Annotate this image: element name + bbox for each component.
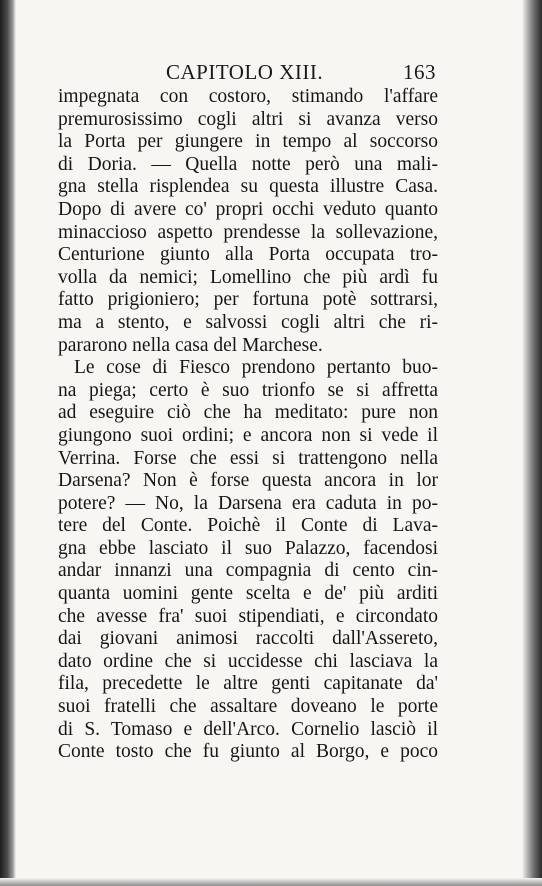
text-line: gna stella risplendea su questa illustre Casa. bbox=[58, 176, 438, 198]
text-line: impegnata con costoro, stimando l'affare bbox=[58, 86, 438, 107]
chapter-title: CAPITOLO XIII. bbox=[166, 60, 324, 84]
text-line: dato ordine che si uccidesse chi lasciava la bbox=[58, 650, 438, 672]
text-line: minaccioso aspetto prendesse la sollevazione, bbox=[58, 221, 438, 243]
text-line: che avesse fra' suoi stipendiati, e circondato bbox=[58, 605, 438, 627]
body-text bbox=[58, 86, 438, 764]
text-line: fatto prigioniero; per fortuna potè sottrarsi, bbox=[58, 289, 438, 311]
text-line: potere? — No, la Darsena era caduta in po- bbox=[58, 492, 438, 514]
text-line: di S. Tomaso e dell'Arco. Cornelio lasciò il bbox=[58, 718, 438, 740]
text-line: di Doria. — Quella notte però una mali- bbox=[58, 153, 438, 175]
running-header bbox=[60, 60, 436, 86]
text-line: tere del Conte. Poichè il Conte di Lava- bbox=[58, 515, 438, 537]
text-line: giungono suoi ordini; e ancora non si vede il bbox=[58, 424, 438, 446]
text-line: pararono nella casa del Marchese. bbox=[58, 334, 323, 356]
page-number: 163 bbox=[403, 60, 436, 84]
text-line: Darsena? Non è forse questa ancora in lor bbox=[58, 470, 438, 492]
text-line: ad eseguire ciò che ha meditato: pure non bbox=[58, 402, 438, 424]
paragraph-start-line: Le cose di Fiesco prendono pertanto buo- bbox=[74, 357, 438, 379]
text-line: gna ebbe lasciato il suo Palazzo, facendosi bbox=[58, 537, 438, 559]
page-bottom-edge bbox=[0, 878, 542, 886]
text-line: volla da nemici; Lomellino che più ardì fu bbox=[58, 266, 438, 288]
text-line: ma a stento, e salvossi cogli altri che ri- bbox=[58, 311, 438, 333]
text-line: la Porta per giungere in tempo al soccorso bbox=[58, 131, 438, 153]
text-line: na piega; certo è suo trionfo se si affretta bbox=[58, 379, 438, 401]
text-line: premurosissimo cogli altri si avanza verso bbox=[58, 108, 438, 130]
text-line: Conte tosto che fu giunto al Borgo, e poco bbox=[58, 741, 438, 763]
text-line: andar innanzi una compagnia di cento cin- bbox=[58, 560, 438, 582]
text-line: suoi fratelli che assaltare doveano le porte bbox=[58, 696, 438, 718]
text-line: quanta uomini gente scelta e de' più arditi bbox=[58, 583, 438, 605]
text-line: dai giovani animosi raccolti dall'Assereto, bbox=[58, 628, 438, 650]
text-line: Centurione giunto alla Porta occupata tro- bbox=[58, 244, 438, 266]
text-line: Verrina. Forse che essi si trattengono nella bbox=[58, 447, 438, 469]
text-line: Dopo di avere co' propri occhi veduto quanto bbox=[58, 198, 438, 220]
text-line: fila, precedette le altre genti capitanate da' bbox=[58, 673, 438, 695]
page-binding-shadow bbox=[0, 0, 16, 886]
page-edge-shadow bbox=[522, 0, 542, 886]
